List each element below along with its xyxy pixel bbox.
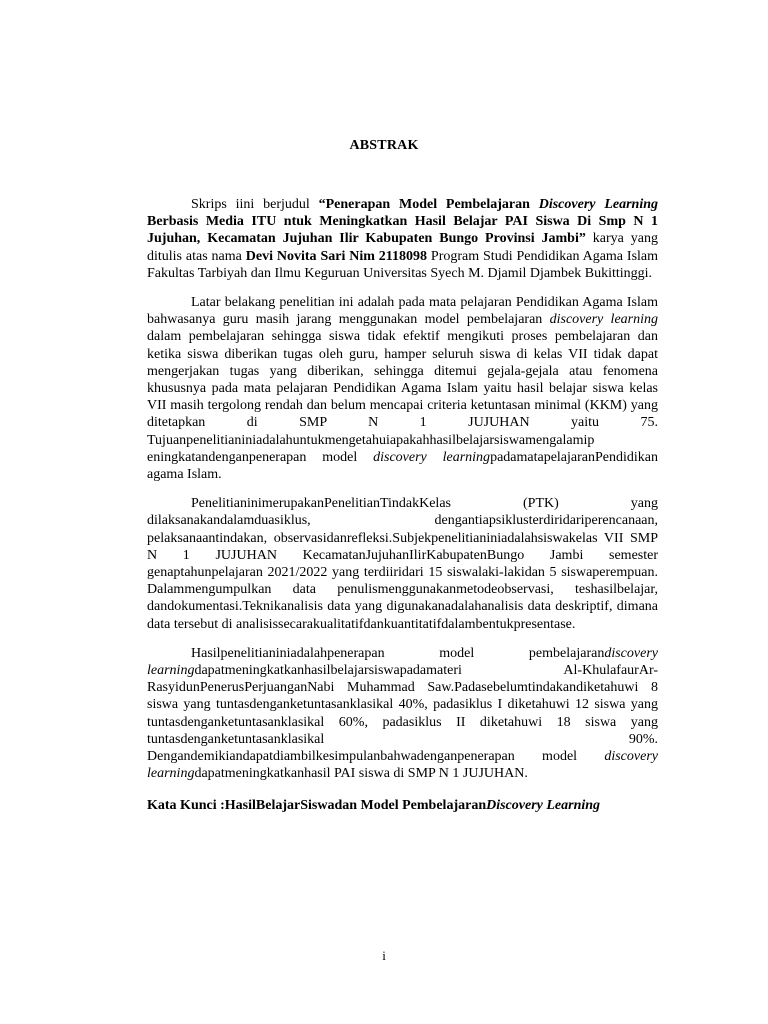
keywords-line [147,797,658,814]
p4-text-c: dapatmeningkatkanhasilbelajarsiswapadamateri Al-KhulafaurAr-RasyidunPenerusPerjuanganNabi Muhammad Saw.Padasebelumtindakandiketahuwi 8 siswa yang tuntasdenganketuntasanklasikal 40%, padasiklus I diketahuwi 12 siswa yang tuntasdenganketuntasanklasikal 60%, padasiklus II diketahuwi 18 siswa yang tuntasdenganketuntasanklasikal 90%. Dengandemikiandapatdiambilkesimpulanbahwadenganpenerapan model [147,663,658,765]
p4-italic-d: discovery learning [147,749,658,782]
p1-text-e: karya yang ditulis atas nama [147,231,658,264]
p4-italic-b: discovery learning [147,645,658,679]
p4-text-e: dapatmeningkatkanhasil PAI siswa di SMP N 1 JUJUHAN. [194,766,528,782]
abstract-body [147,196,658,826]
p2-text-c: dalam pembelajaran sehingga siswa tidak efektif mengikuti proses pembelajaran dan ketika siswa diberikan tugas oleh guru, hamper seluruh siswa di kelas VII tidak dapat mengerjakan tugas yang diberikan, sehingga ditemui gejala-gejala atau fenomena khususnya pada mata pelajaran Pendidikan Agama Islam yaitu hasil belajar siswa kelas VII masih tergolong rendah dan belum mencapai criteria ketuntasan minimal (KKM) yang ditetapkan di SMP N 1 JUJUHAN yaitu 75. Tujuanpenelitianiniadalahuntukmengetahuiapakahhasilbelajarsiswamengalamip eningkatandenganpenerapan model [147,329,658,465]
paragraph-background [147,294,658,483]
thesis-title-part: “Penerapan Model Pembelajaran [318,197,539,212]
p2-text-e: padamatapelajaranPendidikan agama Islam. [147,449,658,483]
author-name: Devi Novita Sari Nim 2118098 [245,248,428,264]
abstract-heading: ABSTRAK [349,138,419,153]
page-number: i [382,948,386,963]
paragraph-method: PenelitianinimerupakanPenelitianTindakKelas (PTK) yang dilaksanakandalamduasiklus, dengantiapsiklusterdiridariperencanaan, pelaksanaantindakan, observasidanrefleksi.Subjekpenelitianiniadalahsiswakelas VII SMP N 1 JUJUHAN KecamatanJujuhanIlirKabupatenBungo Jambi semester genaptahunpelajaran 2021/2022 yang terdiiridari 15 siswalaki-lakidan 5 siswaperempuan. Dalammengumpulkan data penulismenggunakanmetodeobservasi, teshasilbelajar, dandokumentasi.Teknikanalisis data yang digunakanadalahanalisis data deskriptif, dimana data tersebut di analisissecarakualitatifdankuantitatifdalambentukpresentase. [147,496,658,632]
p1-text-a: Skrips iini berjudul [191,197,319,212]
keywords-italic: Discovery Learning [486,797,601,813]
p2-italic-d: discovery learning [373,449,491,465]
paragraph-identity [147,196,658,282]
thesis-title-italic: Discovery Learning [538,197,658,212]
p2-italic-b: discovery learning [549,312,659,328]
keywords-label: Kata Kunci :HasilBelajarSiswadan Model Pembelajaran [147,797,487,813]
p2-text-a: Latar belakang penelitian ini adalah pada mata pelajaran Pendidikan Agama Islam bahwasanya guru masih jarang menggunakan model pembelajaran [147,295,658,328]
thesis-title-rest: Berbasis Media ITU ntuk Meningkatkan Hasil Belajar PAI Siswa Di Smp N 1 Jujuhan, Kecamatan Jujuhan Ilir Kabupaten Bungo Provinsi Jambi” [147,214,658,247]
p4-text-a: Hasilpenelitianiniadalahpenerapan model pembelajaran [191,645,605,661]
paragraph-results [147,645,658,783]
p1-text-g: Program Studi Pendidikan Agama Islam Fakultas Tarbiyah dan Ilmu Keguruan Universitas Syech M. Djamil Djambek Bukittinggi. [147,248,659,281]
